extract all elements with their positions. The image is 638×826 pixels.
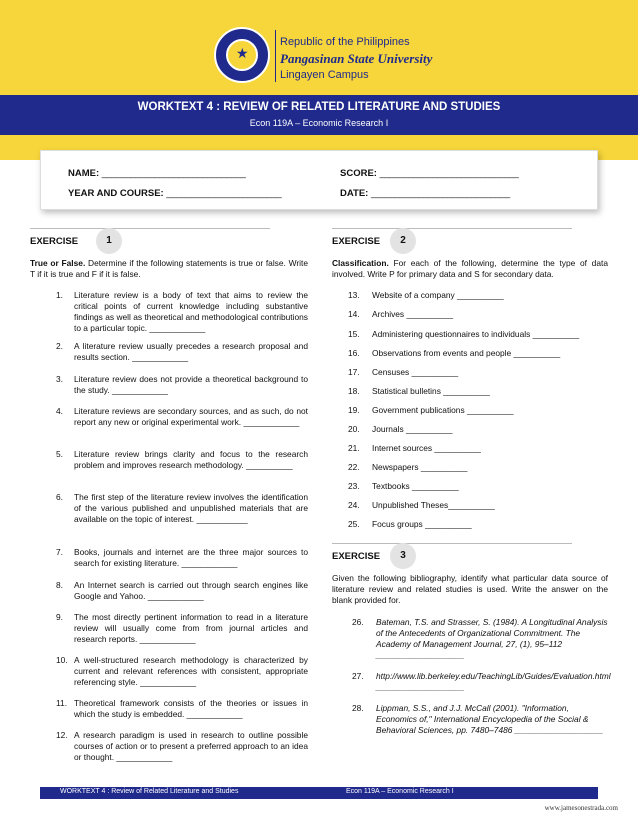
page-title: WORKTEXT 4 : REVIEW OF RELATED LITERATURE AND STUDIES	[137, 101, 501, 113]
website-label: www.jamesonestrada.com	[544, 804, 618, 812]
exercise-2-item-text: Censuses __________	[372, 367, 459, 377]
footer-left: WORKTEXT 4 : Review of Related Literature and Studies	[60, 788, 239, 795]
exercise-1-item-number: 3.	[56, 374, 63, 384]
exercise-1-item-number: 4.	[56, 406, 63, 416]
exercise-1-item	[56, 730, 308, 763]
exercise-1-item	[56, 341, 308, 363]
exercise-1-rule	[30, 228, 270, 229]
exercise-3-instruction: Given the following bibliography, identify what particular data source of literature review and related studies is used. Write the answer on the blank provided for.	[332, 573, 608, 605]
exercise-1-item-text: Literature review does not provide a theoretical background to the study. ____________	[74, 374, 308, 395]
exercise-2-item	[348, 309, 608, 320]
exercise-1-item	[56, 698, 308, 720]
republic-label: Republic of the Philippines	[280, 36, 410, 48]
exercise-2-item-text: Archives __________	[372, 309, 454, 319]
exercise-2-item-number: 17.	[348, 367, 360, 377]
exercise-3-item	[352, 617, 608, 661]
exercise-1-item-text: The first step of the literature review involves the identification of the various published and unpublished materials that are available on the topic of interest. ___________	[74, 492, 308, 524]
exercise-2-label: EXERCISE	[332, 236, 381, 247]
exercise-1-instruction: True or False. Determine if the following statements is true or false. Write T if it is true and F if it is false.	[30, 258, 308, 279]
exercise-2-item-number: 14.	[348, 309, 360, 319]
exercise-2-item-number: 15.	[348, 329, 360, 339]
exercise-2-item-text: Textbooks __________	[372, 481, 459, 491]
exercise-3-item-text: http://www.lib.berkeley.edu/TeachingLib/Guides/Evaluation.html ___________________	[376, 671, 611, 692]
exercise-1-item-text: Literature review is a body of text that aims to review the critical points of current knowledge including substantive findings as well as theoretical and methodological contributions to a particular topic. ____________	[74, 290, 308, 333]
exercise-1-item-number: 8.	[56, 580, 63, 590]
exercise-3-label: EXERCISE	[332, 551, 381, 562]
exercise-2-item-text: Newspapers __________	[372, 462, 468, 472]
exercise-1-item-text: The most directly pertinent information to read in a literature review will usually come from from journal articles and research reports. ____________	[74, 612, 308, 644]
exercise-2-item	[348, 519, 608, 530]
exercise-1-item	[56, 655, 308, 688]
university-name: Pangasinan State University	[280, 51, 433, 66]
exercise-2-item	[348, 462, 608, 473]
exercise-1-item-text: An Internet search is carried out through search engines like Google and Yahoo. ____________	[74, 580, 308, 601]
exercise-1-item	[56, 547, 308, 569]
exercise-3-item-number: 28.	[352, 703, 364, 713]
exercise-2-item-number: 25.	[348, 519, 360, 529]
exercise-1-item-number: 12.	[56, 730, 68, 740]
exercise-3-rule	[332, 543, 572, 544]
exercise-1-item	[56, 449, 308, 471]
exercise-1-item-number: 10.	[56, 655, 68, 665]
exercise-2-item-number: 13.	[348, 290, 360, 300]
score-field[interactable]: SCORE: _____________________________	[340, 168, 519, 179]
year-course-field[interactable]: YEAR AND COURSE: ________________________	[68, 188, 282, 199]
exercise-1-item-number: 11.	[56, 698, 68, 708]
date-field[interactable]: DATE: _____________________________	[340, 188, 510, 199]
exercise-3-item-text: Bateman, T.S. and Strasser, S. (1984). A Longitudinal Analysis of the Antecedents of Organizational Commitment. The Academy of Management Journal, 27, (1), 95–112 ___________________	[376, 617, 608, 660]
exercise-1-item-text: Literature review brings clarity and focus to the research problem and improves research methodology. __________	[74, 449, 308, 470]
exercise-2-item-number: 23.	[348, 481, 360, 491]
exercise-2-item-number: 19.	[348, 405, 360, 415]
exercise-1-item-number: 2.	[56, 341, 63, 351]
exercise-1-item	[56, 580, 308, 602]
exercise-1-item-number: 5.	[56, 449, 63, 459]
exercise-2-item	[348, 386, 608, 397]
exercise-1-item-text: A literature review usually precedes a research proposal and results section. ____________	[74, 341, 308, 362]
university-seal-icon: ★	[214, 27, 270, 83]
exercise-3-item-number: 27.	[352, 671, 364, 681]
exercise-2-item	[348, 348, 608, 359]
exercise-2-item-number: 16.	[348, 348, 360, 358]
student-info-box	[40, 150, 598, 210]
exercise-2-item	[348, 405, 608, 416]
exercise-2-item	[348, 500, 608, 511]
exercise-1-item	[56, 612, 308, 645]
name-field[interactable]: NAME: ______________________________	[68, 168, 246, 179]
exercise-1-label: EXERCISE	[30, 236, 79, 247]
exercise-2-item	[348, 290, 608, 301]
header-divider	[275, 30, 276, 82]
exercise-2-item-text: Observations from events and people __________	[372, 348, 561, 358]
exercise-3-item	[352, 703, 608, 736]
exercise-2-item-text: Administering questionnaires to individuals __________	[372, 329, 580, 339]
exercise-1-item-text: Theoretical framework consists of the theories or issues in which the study is embedded. ____________	[74, 698, 308, 719]
exercise-2-instruction: Classification. For each of the following, determine the type of data involved. Write P for primary data and S for secondary data.	[332, 258, 608, 279]
exercise-2-item-number: 21.	[348, 443, 360, 453]
exercise-2-item-number: 22.	[348, 462, 360, 472]
page-subtitle: Econ 119A – Economic Research I	[249, 118, 389, 128]
exercise-1-item-number: 7.	[56, 547, 63, 557]
exercise-3-item-text: Lippman, S.S., and J.J. McCall (2001). "Information, Economics of," International Encyclopedia of the Social & Behavioral Sciences, pp. 7480–7486 ___________________	[376, 703, 604, 735]
footer-right: Econ 119A – Economic Research I	[346, 788, 454, 795]
exercise-1-item	[56, 374, 308, 396]
exercise-1-item-text: Literature reviews are secondary sources, and as such, do not report any new or original experimental work. ____________	[74, 406, 308, 427]
exercise-1-item-number: 1.	[56, 290, 63, 300]
exercise-2-item-number: 18.	[348, 386, 360, 396]
exercise-2-item-text: Focus groups __________	[372, 519, 472, 529]
exercise-1-item	[56, 406, 308, 428]
exercise-2-rule	[332, 228, 572, 229]
exercise-1-item	[56, 492, 308, 525]
exercise-2-item-text: Website of a company __________	[372, 290, 504, 300]
exercise-1-item-text: Books, journals and internet are the three major sources to search for existing literature. ____________	[74, 547, 308, 568]
exercise-1-item	[56, 290, 308, 334]
exercise-2-item-text: Journals __________	[372, 424, 453, 434]
exercise-3-item-number: 26.	[352, 617, 364, 627]
exercise-3-item	[352, 671, 611, 693]
exercise-2-item	[348, 481, 608, 492]
exercise-1-number: 1	[96, 228, 122, 254]
exercise-2-item-text: Government publications __________	[372, 405, 514, 415]
exercise-1-item-text: A research paradigm is used in research to outline possible courses of action or to present a preferred approach to an idea or thought. ____________	[74, 730, 308, 762]
exercise-2-item	[348, 329, 608, 340]
exercise-2-item-number: 20.	[348, 424, 360, 434]
exercise-1-item-text: A well-structured research methodology is characterized by current and relevant references with consistent, appropriate referencing style. ____________	[74, 655, 308, 687]
exercise-2-item	[348, 367, 608, 378]
exercise-2-number: 2	[390, 228, 416, 254]
exercise-1-item-number: 9.	[56, 612, 63, 622]
campus-label: Lingayen Campus	[280, 69, 369, 81]
exercise-2-item	[348, 424, 608, 435]
exercise-2-item-text: Unpublished Theses__________	[372, 500, 495, 510]
exercise-2-item-text: Internet sources __________	[372, 443, 481, 453]
exercise-2-item-text: Statistical bulletins __________	[372, 386, 490, 396]
exercise-3-number: 3	[390, 543, 416, 569]
exercise-2-item	[348, 443, 608, 454]
exercise-2-item-number: 24.	[348, 500, 360, 510]
exercise-1-item-number: 6.	[56, 492, 63, 502]
